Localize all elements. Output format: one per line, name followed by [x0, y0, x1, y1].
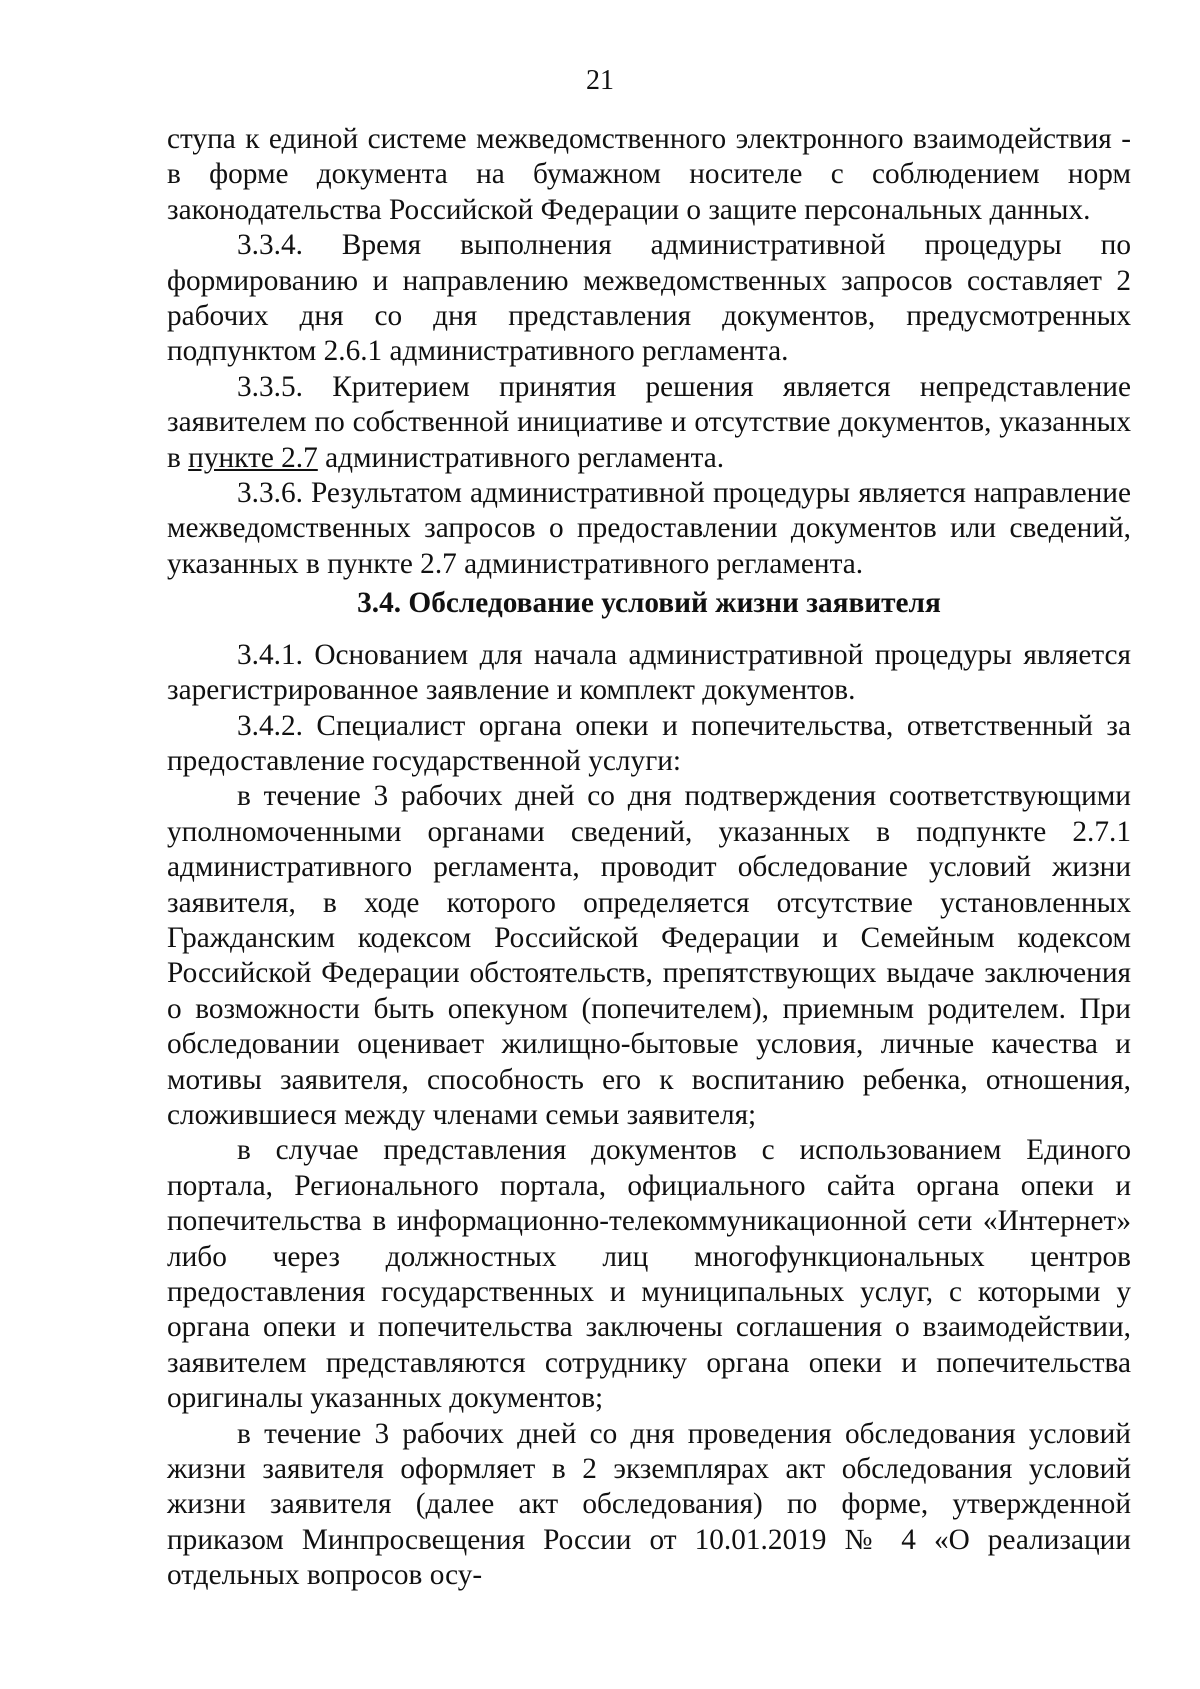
paragraph-3-3-5-end: административного регламента. [317, 441, 725, 474]
paragraph-3-3-5 [167, 370, 1131, 476]
page-number: 21 [586, 65, 614, 96]
paragraph-originals: в случае представления документов с использованием Единого портала, Регионального портала, официального сайта органа опеки и попечительства в информационно-телекоммуникационной сети «Интернет» либо через должностных лиц многофункциональных центров предоставления государственных и муниципальных услуг, с которыми у органа опеки и попечительства заключены соглашения о взаимодействии, заявителем представляются сотруднику органа опеки и попечительства оригиналы указанных документов; [167, 1134, 1131, 1415]
paragraph-3-4-1: 3.4.1. Основанием для начала административной процедуры является зарегистрированное заявление и комплект документов. [167, 638, 1131, 707]
paragraph-3-4-2: 3.4.2. Специалист органа опеки и попечительства, ответственный за предоставление государственной услуги: [167, 709, 1131, 777]
paragraph-3-3-5-text: 3.3.5. Критерием принятия решения является непредставление заявителем по собственной инициативе и отсутствие документов, указанных в [167, 370, 1131, 474]
paragraph-act-of-inspection: в течение 3 рабочих дней со дня проведения обследования условий жизни заявителя оформляет в 2 экземплярах акт обследования условий жизни заявителя (далее акт обследования) по форме, утвержденной приказом Минпросвещения России от 10.01.2019 № 4 «О реализации отдельных вопросов осу- [167, 1417, 1131, 1592]
section-heading: 3.4. Обследование условий жизни заявителя [357, 587, 941, 620]
link-punkt-2-7[interactable]: пункте 2.7 [188, 441, 318, 474]
paragraph-inspection-duty: в течение 3 рабочих дней со дня подтверждения соответствующими уполномоченными органами сведений, указанных в подпункте 2.7.1 административного регламента, проводит обследование условий жизни заявителя, в ходе которого определяется отсутствие установленных Гражданским кодексом Российской Федерации и Семейным кодексом Российской Федерации обстоятельств, препятствующих выдаче заключения о возможности быть опекуном (попечителем), приемным родителем. При обследовании оценивает жилищно-бытовые условия, личные качества и мотивы заявителя, способность его к воспитанию ребенка, отношения, сложившиеся между членами семьи заявителя; [167, 780, 1131, 1131]
paragraph-continuation: ступа к единой системе межведомственного электронного взаимодействия - в форме документа на бумажном носителе с соблюдением норм законодательства Российской Федерации о защите персональных данных. [167, 123, 1131, 226]
paragraph-3-3-6: 3.3.6. Результатом административной процедуры является направление межведомственных запросов о предоставлении документов или сведений, указанных в пункте 2.7 административного регламента. [167, 477, 1131, 580]
document-body [167, 122, 1131, 1594]
paragraph-3-3-4: 3.3.4. Время выполнения административной процедуры по формированию и направлению межведомственных запросов составляет 2 рабочих дня со дня представления документов, предусмотренных подпунктом 2.6.1 административного регламента. [167, 229, 1131, 368]
